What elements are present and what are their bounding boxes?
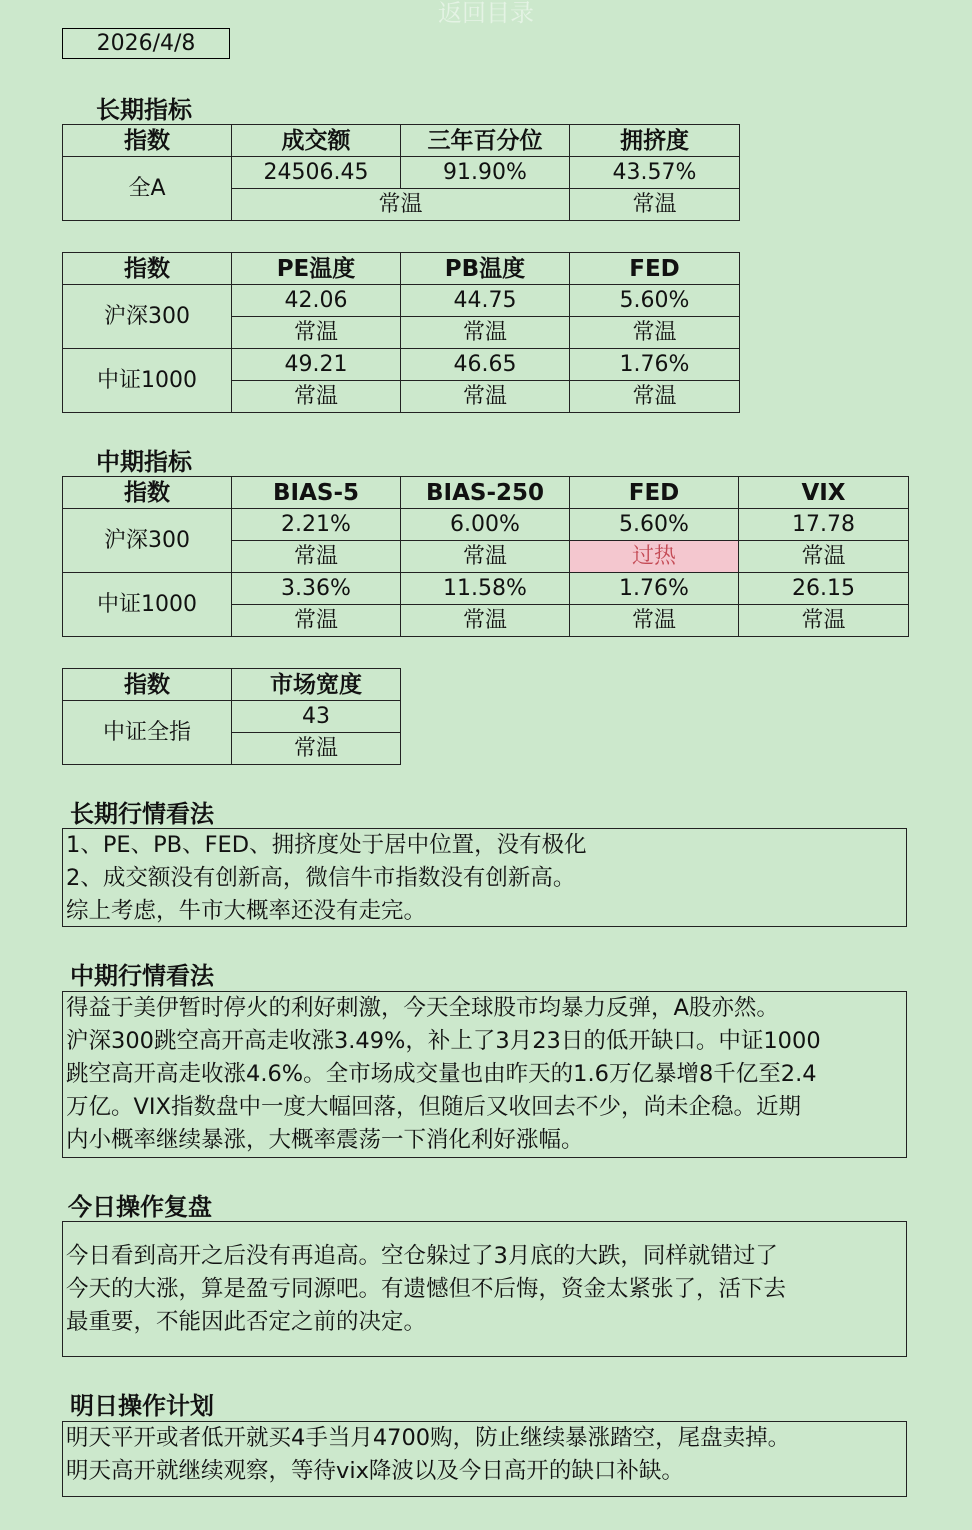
text-line: 跳空高开高走收涨4.6%。全市场成交量也由昨天的1.6万亿暴增8千亿至2.4 bbox=[66, 1061, 817, 1087]
header-pb-temp: PB温度 bbox=[401, 253, 570, 285]
header-pe-temp: PE温度 bbox=[232, 253, 401, 285]
crowding-status: 常温 bbox=[570, 189, 740, 221]
header-bias-250: BIAS-250 bbox=[401, 477, 570, 509]
text-line: 明天高开就继续观察，等待vix降波以及今日高开的缺口补缺。 bbox=[66, 1458, 684, 1484]
status-cell: 常温 bbox=[232, 605, 401, 637]
text-line: 内小概率继续暴涨，大概率震荡一下消化利好涨幅。 bbox=[66, 1127, 584, 1153]
review-box bbox=[62, 1221, 907, 1357]
plan-box bbox=[62, 1421, 907, 1497]
value-cell: 11.58% bbox=[401, 573, 570, 605]
value-cell: 46.65 bbox=[401, 349, 570, 381]
value-cell: 26.15 bbox=[739, 573, 909, 605]
long-term-indicators-title: 长期指标 bbox=[96, 96, 192, 124]
mid-term-view-box bbox=[62, 991, 907, 1158]
plan-title: 明日操作计划 bbox=[70, 1392, 214, 1420]
text-line: 沪深300跳空高开高走收涨3.49%，补上了3月23日的低开缺口。中证1000 bbox=[66, 1028, 821, 1054]
report-date: 2026/4/8 bbox=[62, 28, 230, 59]
header-fed: FED bbox=[570, 477, 739, 509]
breadth-value: 43 bbox=[232, 701, 401, 733]
header-index: 指数 bbox=[63, 253, 232, 285]
text-line: 今天的大涨，算是盈亏同源吧。有遗憾但不后悔，资金太紧张了，活下去 bbox=[66, 1276, 787, 1302]
text-line: 1、PE、PB、FED、拥挤度处于居中位置，没有极化 bbox=[66, 832, 587, 858]
index-name: 中证1000 bbox=[63, 573, 232, 637]
text-line: 综上考虑，牛市大概率还没有走完。 bbox=[66, 898, 427, 924]
turnover-status: 常温 bbox=[232, 189, 570, 221]
back-to-toc-link[interactable]: 返回目录 bbox=[438, 0, 534, 27]
status-cell: 常温 bbox=[232, 381, 401, 413]
header-bias-5: BIAS-5 bbox=[232, 477, 401, 509]
index-name: 沪深300 bbox=[63, 509, 232, 573]
review-title: 今日操作复盘 bbox=[68, 1193, 212, 1221]
long-term-table-volume bbox=[62, 124, 740, 221]
value-cell: 6.00% bbox=[401, 509, 570, 541]
value-cell: 2.21% bbox=[232, 509, 401, 541]
value-cell: 1.76% bbox=[570, 349, 740, 381]
status-cell: 常温 bbox=[401, 317, 570, 349]
index-name: 全A bbox=[63, 157, 232, 221]
mid-term-table bbox=[62, 476, 909, 637]
value-cell: 17.78 bbox=[739, 509, 909, 541]
mid-term-view-title: 中期行情看法 bbox=[70, 962, 214, 990]
header-index: 指数 bbox=[63, 477, 232, 509]
market-breadth-table bbox=[62, 668, 401, 765]
long-term-table-valuation bbox=[62, 252, 740, 413]
text-line: 2、成交额没有创新高，微信牛市指数没有创新高。 bbox=[66, 865, 576, 891]
breadth-status: 常温 bbox=[232, 733, 401, 765]
status-cell: 常温 bbox=[739, 541, 909, 573]
turnover-value: 24506.45 bbox=[232, 157, 401, 189]
value-cell: 5.60% bbox=[570, 509, 739, 541]
header-index: 指数 bbox=[63, 669, 232, 701]
text-line: 明天平开或者低开就买4手当月4700购，防止继续暴涨踏空，尾盘卖掉。 bbox=[66, 1425, 791, 1451]
status-cell: 常温 bbox=[739, 605, 909, 637]
status-cell: 常温 bbox=[232, 317, 401, 349]
header-fed: FED bbox=[570, 253, 740, 285]
text-line: 得益于美伊暂时停火的利好刺激，今天全球股市均暴力反弹，A股亦然。 bbox=[66, 995, 779, 1021]
long-term-view-box bbox=[62, 828, 907, 927]
percentile-value: 91.90% bbox=[401, 157, 570, 189]
value-cell: 3.36% bbox=[232, 573, 401, 605]
header-turnover: 成交额 bbox=[232, 125, 401, 157]
header-crowding: 拥挤度 bbox=[570, 125, 740, 157]
value-cell: 5.60% bbox=[570, 285, 740, 317]
status-cell: 常温 bbox=[401, 381, 570, 413]
value-cell: 49.21 bbox=[232, 349, 401, 381]
header-vix: VIX bbox=[739, 477, 909, 509]
text-line: 今日看到高开之后没有再追高。空仓躲过了3月底的大跌，同样就错过了 bbox=[66, 1243, 778, 1269]
value-cell: 44.75 bbox=[401, 285, 570, 317]
status-cell: 常温 bbox=[401, 541, 570, 573]
header-market-breadth: 市场宽度 bbox=[232, 669, 401, 701]
crowding-value: 43.57% bbox=[570, 157, 740, 189]
header-index: 指数 bbox=[63, 125, 232, 157]
index-name: 中证1000 bbox=[63, 349, 232, 413]
status-cell: 常温 bbox=[570, 381, 740, 413]
value-cell: 42.06 bbox=[232, 285, 401, 317]
status-cell: 常温 bbox=[570, 317, 740, 349]
status-cell: 常温 bbox=[232, 541, 401, 573]
status-cell: 常温 bbox=[401, 605, 570, 637]
status-cell: 常温 bbox=[570, 605, 739, 637]
long-term-view-title: 长期行情看法 bbox=[70, 800, 214, 828]
header-3yr-percentile: 三年百分位 bbox=[401, 125, 570, 157]
status-cell-overheated: 过热 bbox=[570, 541, 739, 573]
index-name: 沪深300 bbox=[63, 285, 232, 349]
text-line: 最重要，不能因此否定之前的决定。 bbox=[66, 1309, 427, 1335]
mid-term-indicators-title: 中期指标 bbox=[96, 448, 192, 476]
text-line: 万亿。VIX指数盘中一度大幅回落，但随后又收回去不少，尚未企稳。近期 bbox=[66, 1094, 801, 1120]
index-name: 中证全指 bbox=[63, 701, 232, 765]
value-cell: 1.76% bbox=[570, 573, 739, 605]
